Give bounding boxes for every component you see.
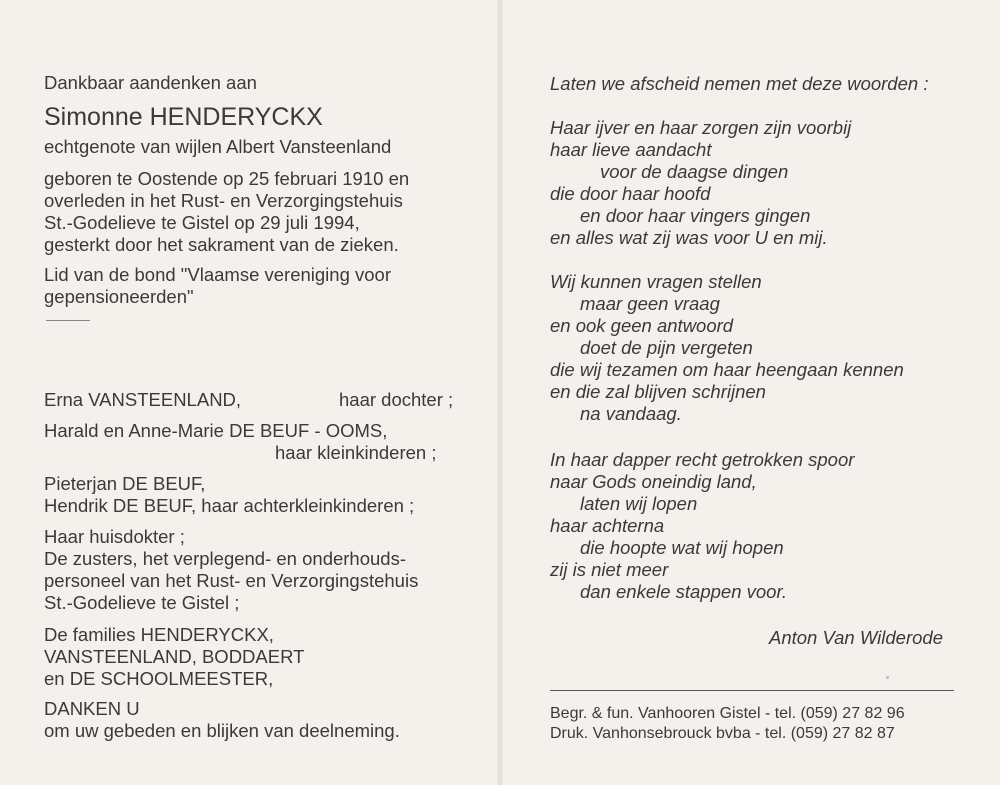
poem-line: die hoopte wat wij hopen: [580, 537, 784, 558]
footer-rule: [550, 690, 954, 691]
poem-line: haar lieve aandacht: [550, 139, 712, 160]
poem-author: Anton Van Wilderode: [769, 627, 943, 648]
member-line: Lid van de bond "Vlaamse vereniging voor: [44, 264, 391, 285]
families-line: VANSTEENLAND, BODDAERT: [44, 646, 305, 667]
deceased-name: Simonne HENDERYCKX: [44, 103, 323, 131]
poem-line: en door haar vingers gingen: [580, 205, 811, 226]
footer-line: Begr. & fun. Vanhooren Gistel - tel. (059) 27 82 96: [550, 705, 905, 722]
family-harald: Harald en Anne-Marie DE BEUF - OOMS,: [44, 420, 388, 441]
poem-line: en ook geen antwoord: [550, 315, 734, 336]
poem-line: Wij kunnen vragen stellen: [550, 271, 762, 292]
poem-line: naar Gods oneindig land,: [550, 471, 757, 492]
bio-line: geboren te Oostende op 25 februari 1910 en: [44, 168, 410, 189]
spouse-line: echtgenote van wijlen Albert Vansteenland: [44, 136, 392, 157]
bio-line: gesterkt door het sakrament van de zieken.: [44, 234, 399, 255]
families-line: De families HENDERYCKX,: [44, 624, 274, 645]
care-line: personeel van het Rust- en Verzorgingstehuis: [44, 570, 419, 591]
care-line: St.-Godelieve te Gistel ;: [44, 592, 240, 613]
poem-line: zij is niet meer: [550, 559, 669, 580]
poem-line: na vandaag.: [580, 403, 682, 424]
bio-line: St.-Godelieve te Gistel op 29 juli 1994,: [44, 212, 360, 233]
bio-line: overleden in het Rust- en Verzorgingstehuis: [44, 190, 403, 211]
family-erna-relation: haar dochter ;: [339, 389, 454, 410]
care-line: De zusters, het verplegend- en onderhouds-: [44, 548, 406, 569]
intro-text: Dankbaar aandenken aan: [44, 72, 257, 93]
family-erna: Erna VANSTEENLAND,: [44, 389, 242, 410]
family-pieterjan: Pieterjan DE BEUF,: [44, 473, 206, 494]
thanks-heading: DANKEN U: [44, 698, 140, 719]
footer-line: Druk. Vanhonsebrouck bvba - tel. (059) 27 82 87: [550, 725, 895, 742]
poem-line: voor de daagse dingen: [600, 161, 789, 182]
poem-line: Haar ijver en haar zorgen zijn voorbij: [550, 117, 852, 138]
poem-line: en die zal blijven schrijnen: [550, 381, 766, 402]
family-harald-relation: haar kleinkinderen ;: [275, 442, 437, 463]
thanks-line: om uw gebeden en blijken van deelneming.: [44, 720, 400, 741]
member-line: gepensioneerden": [44, 286, 194, 307]
poem-line: die wij tezamen om haar heengaan kennen: [550, 359, 904, 380]
poem-line: en alles wat zij was voor U en mij.: [550, 227, 828, 248]
card-fold: [497, 0, 503, 785]
poem-line: doet de pijn vergeten: [580, 337, 753, 358]
poem-line: haar achterna: [550, 515, 665, 536]
care-line: Haar huisdokter ;: [44, 526, 185, 547]
paper-speck: [886, 676, 889, 679]
poem-line: In haar dapper recht getrokken spoor: [550, 449, 855, 470]
family-hendrik: Hendrik DE BEUF, haar achterkleinkinderen ;: [44, 495, 415, 516]
poem-intro: Laten we afscheid nemen met deze woorden :: [550, 73, 929, 94]
families-line: en DE SCHOOLMEESTER,: [44, 668, 274, 689]
poem-line: laten wij lopen: [580, 493, 698, 514]
poem-line: maar geen vraag: [580, 293, 720, 314]
separator-dash: [46, 320, 90, 321]
poem-line: dan enkele stappen voor.: [580, 581, 788, 602]
poem-line: die door haar hoofd: [550, 183, 711, 204]
